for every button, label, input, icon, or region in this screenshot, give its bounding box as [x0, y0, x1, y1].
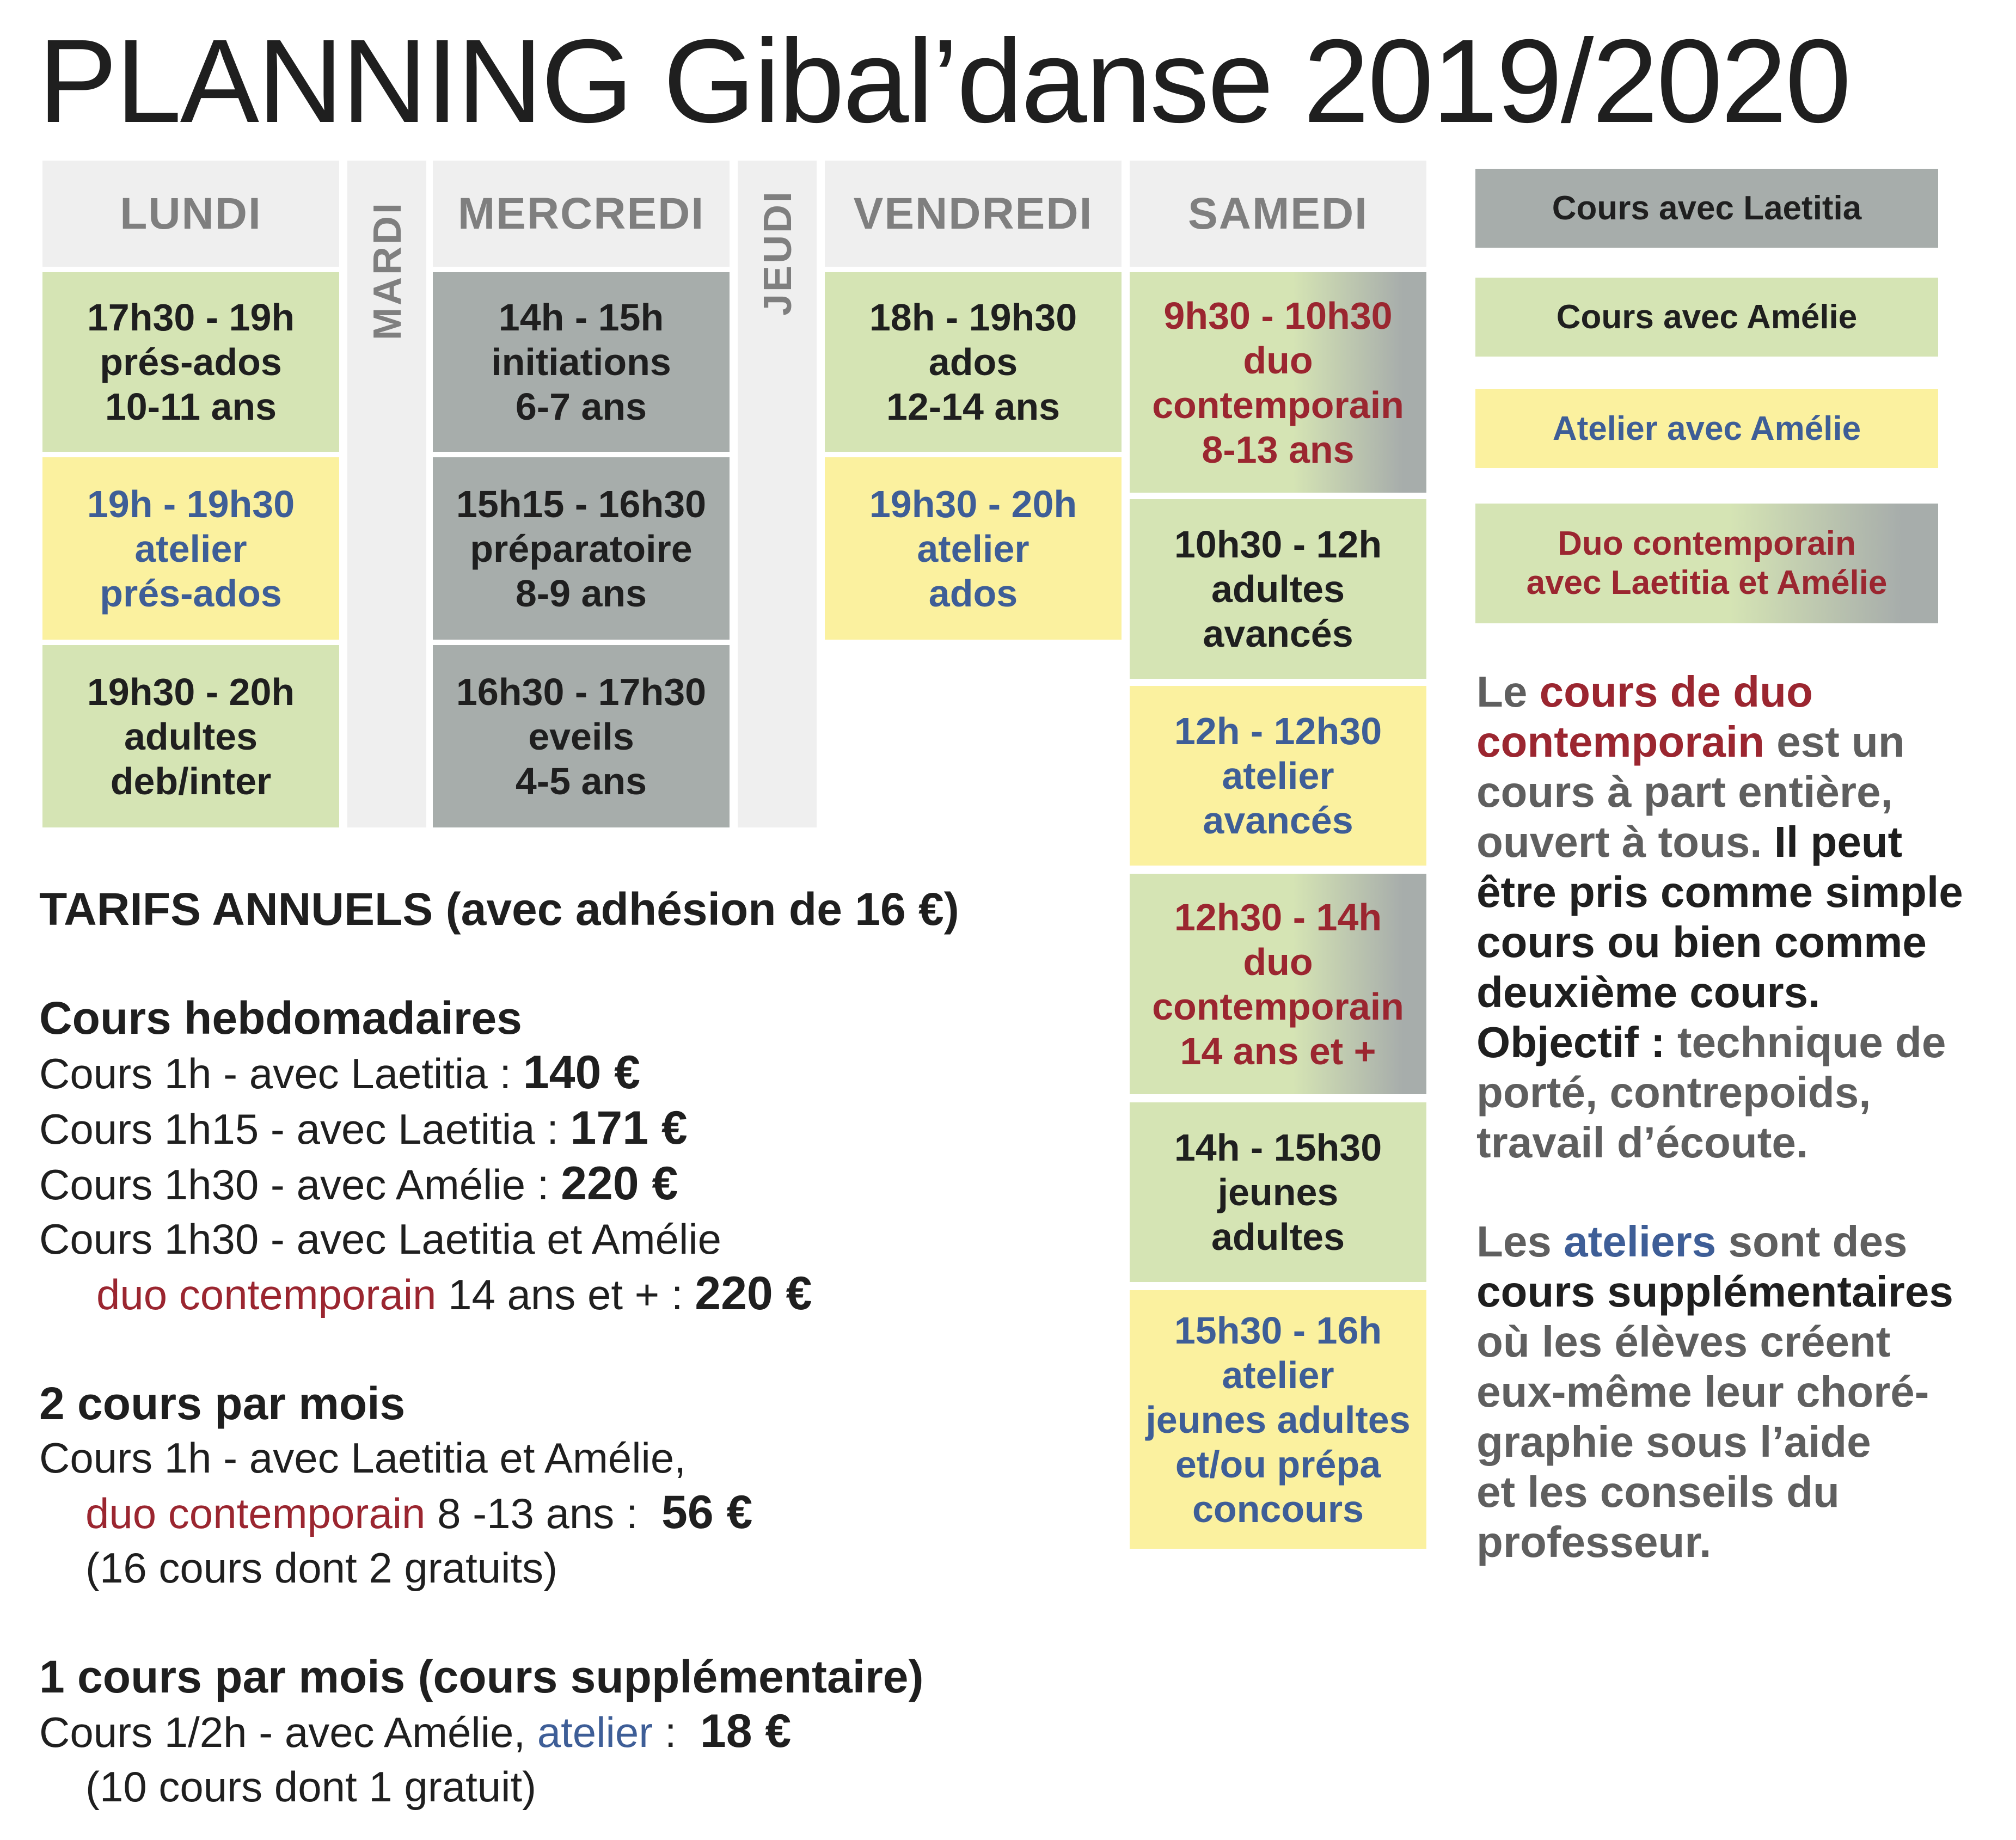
price-note: (10 cours dont 1 gratuit): [85, 1763, 537, 1811]
desc-text: Les: [1476, 1217, 1564, 1266]
slot-name: atelier: [1222, 1353, 1334, 1396]
price-value: 220 €: [561, 1157, 678, 1210]
slot-detail: avancés: [1203, 799, 1353, 842]
day-header-mercredi: MERCREDI: [433, 161, 730, 267]
desc-text: être pris comme simple: [1476, 868, 1963, 916]
duo-description: [1476, 667, 2015, 1168]
slot-name: atelier: [917, 527, 1030, 570]
legend-atelier: [1475, 389, 1938, 468]
desc-highlight: cours de duo: [1539, 667, 1813, 716]
slot-detail: concours: [1192, 1487, 1364, 1530]
slot-detail: 4-5 ans: [515, 759, 647, 802]
price-line: [39, 1045, 1101, 1101]
price-value: 171 €: [570, 1102, 688, 1154]
slot-time: 18h - 19h30: [869, 296, 1077, 339]
price-label: 14 ans et + :: [436, 1271, 695, 1318]
legend-label: Duo contemporain: [1558, 525, 1856, 562]
price-label: Cours 1h30 - avec Amélie :: [39, 1161, 561, 1209]
course-slot: [825, 457, 1122, 640]
slot-name: duo: [1243, 339, 1313, 382]
slot-name: adultes: [1211, 568, 1345, 610]
slot-name: ados: [928, 341, 1018, 383]
day-header-lundi: LUNDI: [42, 161, 339, 267]
slot-detail: 14 ans et +: [1180, 1029, 1376, 1072]
column-mercredi: [433, 161, 730, 827]
slot-name: duo: [1243, 940, 1313, 983]
desc-text: cours supplémentaires: [1476, 1267, 1953, 1316]
column-samedi: [1130, 161, 1426, 1549]
slot-name: jeunes: [1217, 1171, 1339, 1213]
slot-time: 12h30 - 14h: [1174, 896, 1382, 939]
duo-highlight: duo contemporain: [96, 1271, 437, 1318]
desc-text: sont des: [1716, 1217, 1908, 1266]
slot-time: 19h30 - 20h: [87, 670, 295, 713]
slot-time: 10h30 - 12h: [1174, 523, 1382, 566]
slot-detail: adultes: [1211, 1216, 1345, 1258]
hebdo-heading: Cours hebdomadaires: [39, 992, 522, 1044]
slot-time: 19h - 19h30: [87, 482, 295, 525]
slot-name: eveils: [528, 715, 634, 758]
course-slot: [42, 457, 339, 640]
price-line: [39, 1101, 1101, 1156]
deux-heading: 2 cours par mois: [39, 1378, 406, 1429]
column-lundi: [42, 161, 339, 827]
price-value: 140 €: [523, 1046, 640, 1099]
legend-label: Cours avec Laetitia: [1552, 189, 1862, 227]
course-slot: [42, 272, 339, 452]
slot-name: préparatoire: [470, 527, 693, 570]
price-line: [39, 1485, 1101, 1541]
desc-text: est un: [1764, 717, 1905, 766]
course-slot: [1130, 499, 1426, 679]
slot-detail: 6-7 ans: [515, 385, 647, 428]
slot-time: 19h30 - 20h: [869, 482, 1077, 525]
price-label: 8 -13 ans :: [425, 1489, 661, 1537]
course-slot: [433, 457, 730, 640]
duo-highlight: duo contemporain: [85, 1489, 426, 1537]
price-label: :: [653, 1708, 700, 1756]
price-line: [39, 1704, 1101, 1759]
price-label: Cours 1h - avec Laetitia :: [39, 1050, 523, 1097]
desc-text: Le: [1476, 667, 1540, 716]
atelier-highlight: atelier: [537, 1708, 653, 1756]
slot-name: contemporain: [1152, 985, 1404, 1028]
slot-name: jeunes adultes: [1145, 1398, 1411, 1441]
slot-name: prés-ados: [100, 341, 282, 383]
price-value: 220 €: [695, 1267, 812, 1320]
desc-text: Objectif :: [1476, 1018, 1677, 1066]
desc-text: où les élèves créent: [1476, 1317, 1891, 1366]
un-heading: 1 cours par mois (cours supplémentaire): [39, 1651, 924, 1702]
course-slot: [1130, 686, 1426, 866]
desc-text: et les conseils du: [1476, 1468, 1840, 1516]
slot-detail: ados: [928, 572, 1018, 615]
course-slot: [1130, 272, 1426, 493]
course-slot: [42, 645, 339, 827]
slot-detail: deb/inter: [110, 759, 272, 802]
desc-text: Il peut: [1774, 818, 1903, 866]
slot-name: atelier: [1222, 755, 1334, 797]
slot-detail: prés-ados: [100, 572, 282, 615]
slot-detail: 8-13 ans: [1202, 428, 1355, 471]
price-line: [39, 1156, 1101, 1212]
desc-text: cours à part entière,: [1476, 768, 1893, 816]
slot-detail: avancés: [1203, 612, 1353, 655]
desc-text: technique de: [1677, 1018, 1946, 1066]
legend-laetitia: [1475, 169, 1938, 248]
course-slot: [433, 272, 730, 452]
slot-detail: 8-9 ans: [515, 572, 647, 615]
price-note: (16 cours dont 2 gratuits): [85, 1544, 558, 1592]
price-value: 18 €: [700, 1705, 792, 1757]
slot-time: 16h30 - 17h30: [456, 670, 707, 713]
legend-label: avec Laetitia et Amélie: [1526, 564, 1888, 602]
course-slot: [433, 645, 730, 827]
price-line: [39, 1266, 1101, 1322]
slot-name: initiations: [491, 341, 671, 383]
desc-highlight: contemporain: [1476, 717, 1764, 766]
day-header-jeudi: JEUDI: [756, 189, 800, 316]
legend-label: Atelier avec Amélie: [1552, 409, 1861, 447]
price-value: 56 €: [661, 1486, 753, 1538]
course-slot: [1130, 1102, 1426, 1282]
desc-text: porté, contrepoids,: [1476, 1068, 1871, 1117]
price-line: Cours 1h30 - avec Laetitia et Amélie: [39, 1215, 722, 1263]
legend-duo: [1475, 504, 1938, 623]
price-label: Cours 1h15 - avec Laetitia :: [39, 1105, 571, 1153]
column-jeudi: [738, 161, 817, 827]
slot-time: 14h - 15h: [498, 296, 664, 339]
desc-text: professeur.: [1476, 1518, 1712, 1566]
legend-label: Cours avec Amélie: [1556, 298, 1858, 336]
slot-time: 9h30 - 10h30: [1163, 294, 1393, 337]
price-label: Cours 1/2h - avec Amélie,: [39, 1708, 537, 1756]
tarifs-section: [39, 882, 1101, 1814]
column-vendredi: [825, 161, 1122, 640]
column-mardi: [347, 161, 426, 827]
slot-time: 15h15 - 16h30: [456, 482, 707, 525]
slot-time: 12h - 12h30: [1174, 710, 1382, 752]
atelier-description: [1476, 1217, 2015, 1567]
slot-time: 14h - 15h30: [1174, 1126, 1382, 1169]
price-line: Cours 1h - avec Laetitia et Amélie,: [39, 1434, 686, 1482]
course-slot: [1130, 1290, 1426, 1549]
day-header-vendredi: VENDREDI: [825, 161, 1122, 267]
desc-text: ouvert à tous.: [1476, 818, 1774, 866]
slot-name: adultes: [124, 715, 258, 758]
desc-text: deuxième cours.: [1476, 968, 1821, 1016]
slot-name: contemporain: [1152, 383, 1404, 426]
slot-name: atelier: [134, 527, 247, 570]
course-slot: [825, 272, 1122, 452]
course-slot: [1130, 874, 1426, 1094]
desc-text: travail d’écoute.: [1476, 1118, 1809, 1167]
day-header-mardi: MARDI: [365, 201, 409, 340]
slot-detail: 12-14 ans: [886, 385, 1061, 428]
tarifs-title: TARIFS ANNUELS (avec adhésion de 16 €): [39, 884, 959, 935]
slot-detail: 10-11 ans: [105, 385, 277, 428]
legend-amelie: [1475, 278, 1938, 357]
slot-time: 17h30 - 19h: [87, 296, 295, 339]
desc-text: eux-même leur choré-: [1476, 1367, 1929, 1416]
slot-name: et/ou prépa: [1175, 1443, 1381, 1486]
day-header-samedi: SAMEDI: [1130, 161, 1426, 267]
page-title: PLANNING Gibal’danse 2019/2020: [38, 15, 1850, 148]
desc-text: graphie sous l’aide: [1476, 1418, 1871, 1466]
slot-time: 15h30 - 16h: [1174, 1309, 1382, 1352]
desc-text: cours ou bien comme: [1476, 918, 1927, 966]
desc-highlight: ateliers: [1564, 1217, 1717, 1266]
